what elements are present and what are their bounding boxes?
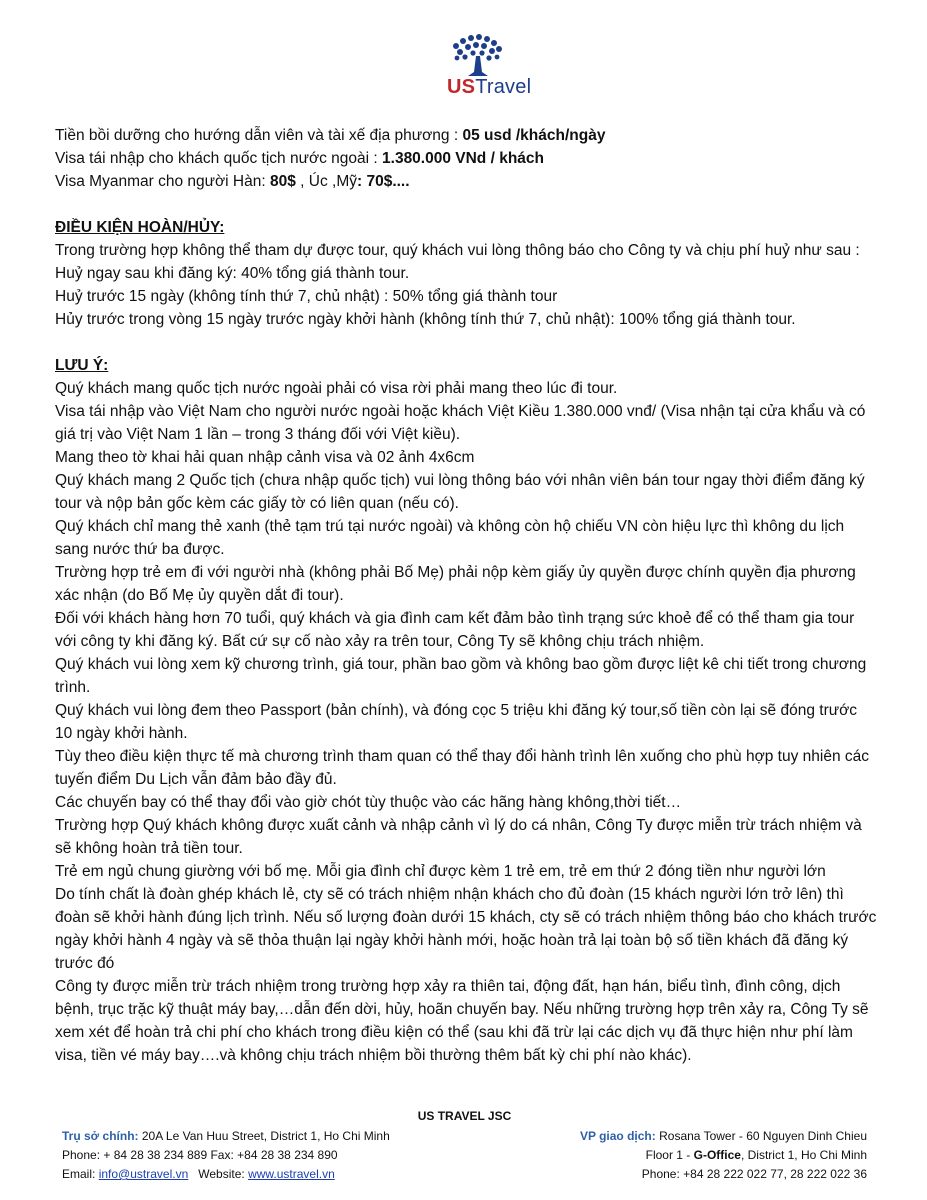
reentry-visa-value: 1.380.000 VNd / khách: [382, 150, 544, 167]
footer-office: [580, 1127, 867, 1184]
cancellation-line: Trong trường hợp không thể tham dự được tour, quý khách vui lòng thông báo cho Công ty và chịu phí huỷ như sau :: [55, 242, 860, 259]
office-label: VP giao dịch:: [579, 1129, 656, 1143]
spacer: [55, 193, 877, 216]
cancellation-heading: ĐIỀU KIỆN HOÀN/HỦY:: [55, 219, 225, 236]
note-line: Trường hợp Quý khách không được xuất cảnh và nhập cảnh vì lý do cá nhân, Công Ty được miễn trừ trách nhiệm và sẽ không hoàn trả tiền tour.: [55, 817, 862, 857]
myanmar-visa-korea: 80$: [269, 173, 296, 190]
guide-tip-label: Tiền bồi dưỡng cho hướng dẫn viên và tài xế địa phương :: [55, 127, 463, 144]
guide-tip-value: 05 usd /khách/ngày: [462, 127, 606, 144]
cancellation-line: Huỷ trước 15 ngày (không tính thứ 7, chủ nhật) : 50% tổng giá thành tour: [55, 288, 558, 305]
office-address-line: [580, 1127, 867, 1146]
footer-columns: [62, 1127, 867, 1184]
email-link[interactable]: info@ustravel.vn: [98, 1167, 189, 1181]
note-line: Do tính chất là đoàn ghép khách lẻ, cty sẽ có trách nhiệm nhận khách cho đủ đoàn (15 khách người lớn trở lên) thì đoàn sẽ khởi hành đúng lịch trình. Nếu số lượng đoàn dưới 15 khách, cty sẽ có trách nhiệm thông báo cho khách trước ngày khởi hành 4 ngày và sẽ thỏa thuận lại ngày khởi hành mới, hoặc hoàn trả lại toàn bộ số tiền khách đã đăng ký trước đó: [55, 886, 877, 972]
email-label: Email:: [62, 1167, 99, 1181]
note-line: Quý khách vui lòng đem theo Passport (bản chính), và đóng cọc 5 triệu khi đăng ký tour,số tiền còn lại sẽ đóng trước 10 ngày khởi hành.: [55, 702, 858, 742]
note-line: Các chuyến bay có thể thay đổi vào giờ chót tùy thuộc vào các hãng hàng không,thời tiết…: [55, 794, 682, 811]
cancellation-line: Huỷ ngay sau khi đăng ký: 40% tổng giá thành tour.: [55, 265, 410, 282]
reentry-visa-line: [55, 147, 877, 170]
note-line: Quý khách mang 2 Quốc tịch (chưa nhập quốc tịch) vui lòng thông báo với nhân viên bán tour ngay thời điểm đăng ký tour và nộp bản gốc kèm các giấy tờ có liên quan (nếu có).: [55, 472, 865, 512]
note-line: Trẻ em ngủ chung giường với bố mẹ. Mỗi gia đình chỉ được kèm 1 trẻ em, trẻ em thứ 2 đóng tiền như người lớn: [55, 863, 826, 880]
note-line: Đối với khách hàng hơn 70 tuổi, quý khách và gia đình cam kết đảm bảo tình trạng sức khoẻ để có thể tham gia tour với công ty khi đăng ký. Bất cứ sự cố nào xảy ra trên tour, Công Ty sẽ không chịu trách nhiệm.: [55, 610, 855, 650]
notes-heading: LƯU Ý:: [55, 357, 109, 374]
office-floor-post: , District 1, Ho Chi Minh: [740, 1148, 867, 1162]
hq-address: 20A Le Van Huu Street, District 1, Ho Chi Minh: [138, 1129, 390, 1143]
spacer: [55, 331, 877, 354]
office-floor-pre: Floor 1 -: [645, 1148, 694, 1162]
company-name: US TRAVEL JSC: [417, 1109, 512, 1123]
hq-phone-fax: Phone: + 84 28 38 234 889 Fax: +84 28 38 234 890: [62, 1148, 338, 1162]
note-line: Visa tái nhập vào Việt Nam cho người nước ngoài hoặc khách Việt Kiều 1.380.000 vnđ/ (Visa nhận tại cửa khẩu và có giá trị vào Việt Nam 1 lần – trong 3 tháng đối với Việt kiều).: [55, 403, 866, 443]
office-floor-bold: G-Office: [693, 1148, 741, 1162]
website-label: Website:: [188, 1167, 249, 1181]
logo-wordmark: [447, 76, 531, 99]
office-phone: Phone: +84 28 222 022 77, 28 222 022 36: [641, 1167, 867, 1181]
cancellation-line: Hủy trước trong vòng 15 ngày trước ngày khởi hành (không tính thứ 7, chủ nhật): 100% tổng giá thành tour.: [55, 311, 796, 328]
tree-logo-icon: [438, 32, 518, 78]
hq-contact-line: [62, 1165, 390, 1184]
website-link[interactable]: www.ustravel.vn: [248, 1167, 335, 1181]
note-line: Công ty được miễn trừ trách nhiệm trong trường hợp xảy ra thiên tai, động đất, hạn hán, biểu tình, đình công, dịch bệnh, trục trặc kỹ thuật máy bay,…dẫn đến dời, hủy, hoãn chuyến bay. Nếu những trường hợp trên xảy ra, Công Ty sẽ xem xét để hoàn trả chi phí cho khách trong điều kiện có thể (sau khi đã trừ lại các dịch vụ đã thực hiện như phí làm visa, tiền vé máy bay….và không chịu trách nhiệm bồi thường thêm bất kỳ chi phí nào khác).: [55, 978, 869, 1064]
note-line: Quý khách chỉ mang thẻ xanh (thẻ tạm trú tại nước ngoài) và không còn hộ chiếu VN còn hiệu lực thì không du lịch sang nước thứ ba được.: [55, 518, 845, 558]
logo-travel: Travel: [475, 76, 532, 98]
myanmar-visa-label: Visa Myanmar cho người Hàn:: [55, 173, 270, 190]
hq-address-line: [62, 1127, 390, 1146]
note-line: Quý khách vui lòng xem kỹ chương trình, giá tour, phần bao gồm và không bao gồm được liệt kê chi tiết trong chương trình.: [55, 656, 867, 696]
page-footer: [62, 1107, 867, 1184]
note-line: Quý khách mang quốc tịch nước ngoài phải có visa rời phải mang theo lúc đi tour.: [55, 380, 618, 397]
note-line: Trường hợp trẻ em đi với người nhà (không phải Bố Mẹ) phải nộp kèm giấy ủy quyền được chính quyền địa phương xác nhận (do Bố Mẹ ủy quyền dắt đi tour).: [55, 564, 856, 604]
office-address: Rosana Tower - 60 Nguyen Dinh Chieu: [655, 1129, 867, 1143]
guide-tip-line: [55, 124, 877, 147]
myanmar-visa-mid: , Úc ,Mỹ: [295, 173, 357, 190]
footer-hq: [62, 1127, 390, 1184]
reentry-visa-label: Visa tái nhập cho khách quốc tịch nước ngoài :: [55, 150, 383, 167]
document-body: [55, 124, 877, 1067]
hq-label: Trụ sở chính:: [62, 1129, 139, 1143]
myanmar-visa-aus-us: : 70$....: [356, 173, 410, 190]
logo-us: US: [447, 76, 476, 98]
office-floor-line: [580, 1146, 867, 1165]
myanmar-visa-line: [55, 170, 877, 193]
note-line: Mang theo tờ khai hải quan nhập cảnh visa và 02 ảnh 4x6cm: [55, 449, 475, 466]
note-line: Tùy theo điều kiện thực tế mà chương trình tham quan có thể thay đổi hành trình lên xuống cho phù hợp tuy nhiên các tuyến điểm Du Lịch vẫn đảm bảo đầy đủ.: [55, 748, 870, 788]
